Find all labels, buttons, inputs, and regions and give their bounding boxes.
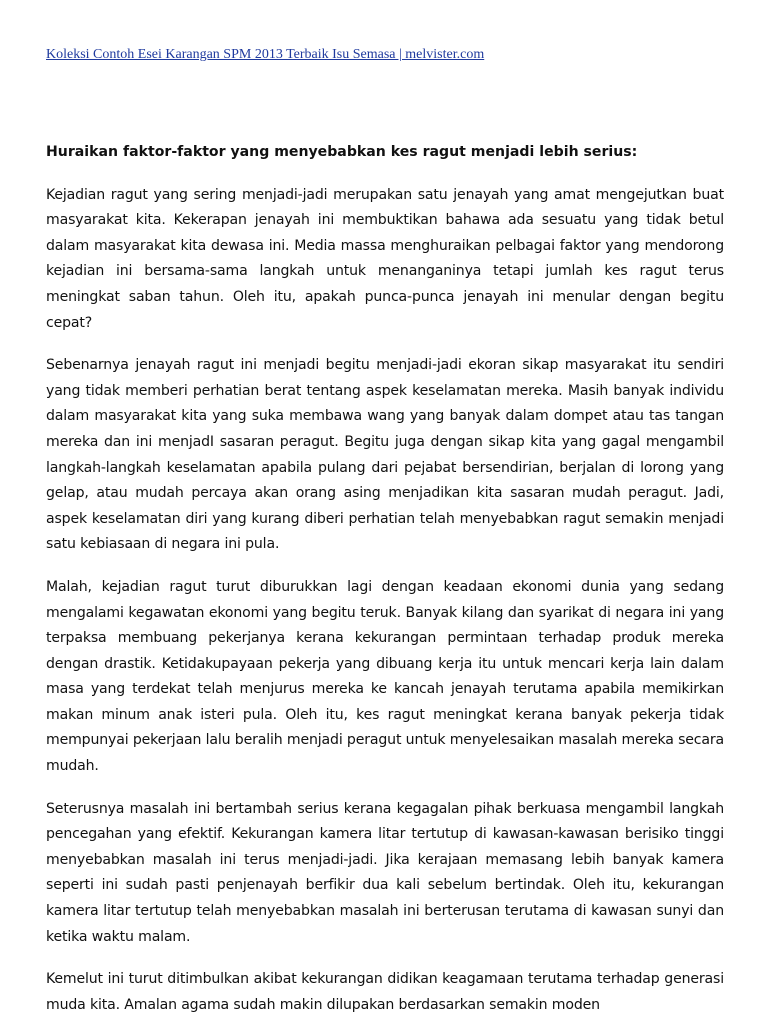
essay-body [46,140,724,1024]
essay-paragraph-intro: Kejadian ragut yang sering menjadi-jadi merupakan satu jenayah yang amat mengejutkan buat masyarakat kita. Kekerapan jenayah ini membuktikan bahawa ada sesuatu yang tidak betul dalam masyarakat kita dewasa ini. Media massa menghuraikan pelbagai faktor yang mendorong kejadian ini bersama-sama langkah untuk menanganinya tetapi jumlah kes ragut terus meningkat saban tahun. Oleh itu, apakah punca-punca jenayah ini menular dengan begitu cepat? [46,186,724,331]
essay-question-heading: Huraikan faktor-faktor yang menyebabkan kes ragut menjadi lebih serius: [46,144,638,160]
essay-paragraph-4: Kemelut ini turut ditimbulkan akibat kekurangan didikan keagamaan terutama terhadap generasi muda kita. Amalan agama sudah makin dilupakan berdasarkan semakin moden [46,971,724,1013]
essay-paragraph-2: Malah, kejadian ragut turut diburukkan lagi dengan keadaan ekonomi dunia yang sedang mengalami kegawatan ekonomi yang begitu teruk. Banyak kilang dan syarikat di negara ini yang terpaksa membuang pekerjanya kerana kekurangan permintaan terhadap produk mereka dengan drastik. Ketidakupayaan pekerja yang dibuang kerja itu untuk mencari kerja lain dalam masa yang terdekat telah menjurus mereka ke kancah jenayah terutama apabila memikirkan makan minum anak isteri pula. Oleh itu, kes ragut meningkat kerana banyak pekerja tidak mempunyai pekerjaan lalu beralih menjadi peragut untuk menyelesaikan masalah mereka secara mudah. [46,578,724,775]
essay-paragraph-3: Seterusnya masalah ini bertambah serius kerana kegagalan pihak berkuasa mengambil langkah pencegahan yang efektif. Kekurangan kamera litar tertutup di kawasan-kawasan berisiko tinggi menyebabkan masalah ini terus menjadi-jadi. Jika kerajaan memasang lebih banyak kamera seperti ini sudah pasti penjenayah berfikir dua kali sebelum bertindak. Oleh itu, kekurangan kamera litar tertutup telah menyebabkan masalah ini berterusan terutama di kawasan sunyi dan ketika waktu malam. [46,800,724,945]
source-header-link[interactable]: Koleksi Contoh Esei Karangan SPM 2013 Terbaik Isu Semasa | melvister.com [46,47,485,62]
essay-paragraph-1: Sebenarnya jenayah ragut ini menjadi begitu menjadi-jadi ekoran sikap masyarakat itu sendiri yang tidak memberi perhatian berat tentang aspek keselamatan mereka. Masih banyak individu dalam masyarakat kita yang suka membawa wang yang banyak dalam dompet atau tas tangan mereka dan ini menjadI sasaran peragut. Begitu juga dengan sikap kita yang gagal mengambil langkah-langkah keselamatan apabila pulang dari pejabat bersendirian, berjalan di lorong yang gelap, atau mudah percaya akan orang asing menjadikan kita sasaran mudah peragut. Jadi, aspek keselamatan diri yang kurang diberi perhatian telah menyebabkan ragut semakin menjadi satu kebiasaan di negara ini pula. [46,357,724,553]
